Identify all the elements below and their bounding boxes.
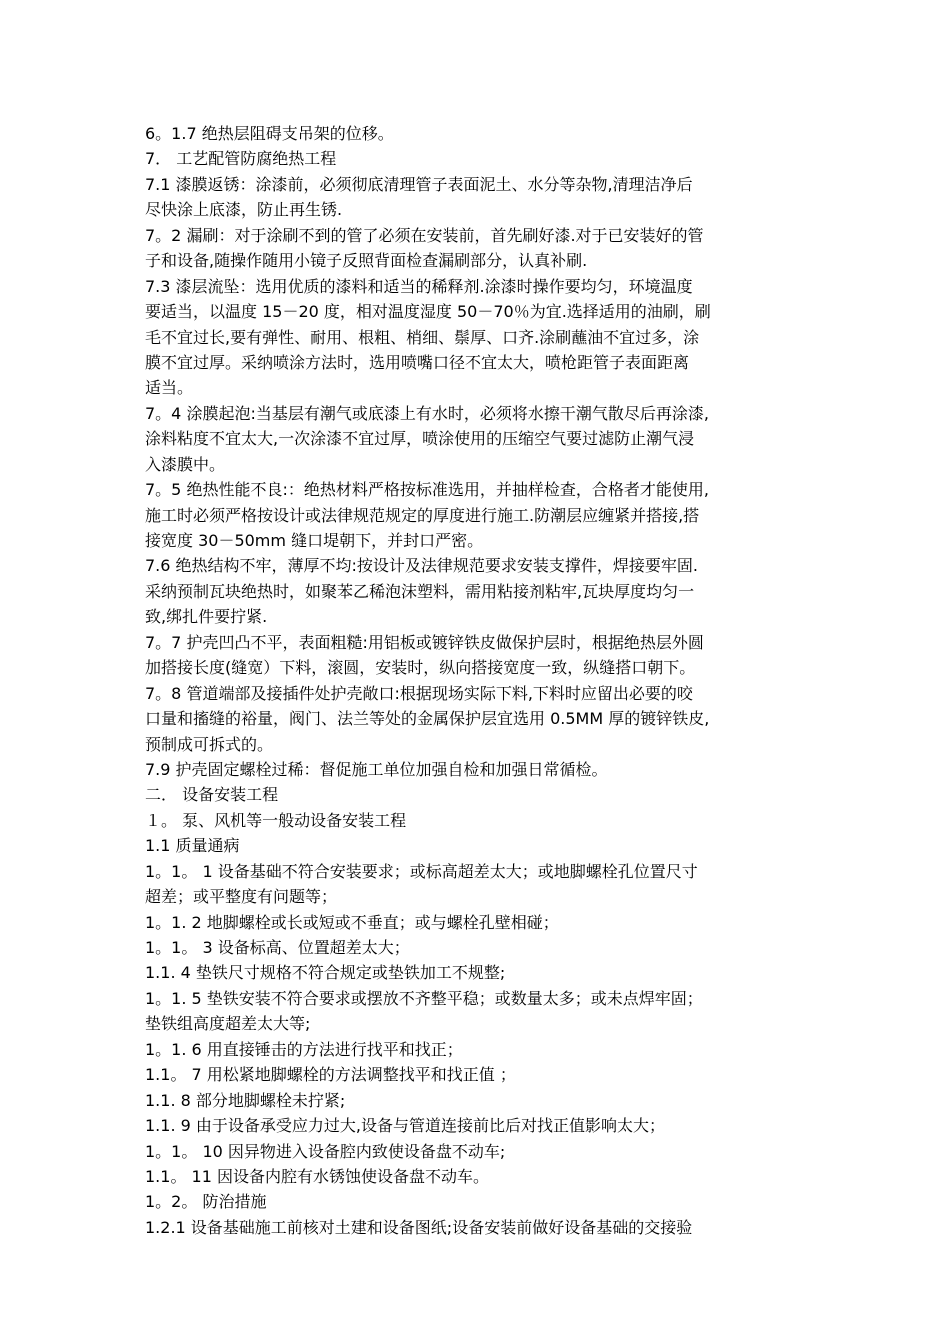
text-line: 1。1. 6 用直接锤击的方法进行找平和找正； [145,1039,463,1059]
text-line: 超差；或平整度有问题等； [145,887,338,907]
text-line: 子和设备,随操作随用小镜子反照背面检查漏刷部分，认真补刷. [145,251,588,271]
text-line: 致,绑扎件要拧紧. [145,607,268,627]
section-heading: 7． 工艺配管防腐绝热工程 [145,149,337,169]
text-line: 口量和搐缝的裕量，阀门、法兰等处的金属保护层宜选用 0.5MM 厚的镀锌铁皮, [145,709,710,729]
text-line: 入漆膜中。 [145,454,226,474]
text-line: 膜不宜过厚。采纳喷涂方法时，选用喷嘴口径不宜太大，喷枪距管子表面距离 [145,352,690,372]
document-body [145,121,825,1240]
section-heading: １。 泵、风机等一般动设备安装工程 [145,810,407,830]
text-line: 1。1。 1 设备基础不符合安装要求；或标高超差太大；或地脚螺栓孔位置尺寸 [145,861,698,881]
text-line: 1。1. 2 地脚螺栓或长或短或不垂直；或与螺栓孔壁相碰； [145,912,559,932]
text-line: 1.1. 9 由于设备承受应力过大,设备与管道连接前比后对找正值影响太大； [145,1116,665,1136]
text-line: 预制成可拆式的。 [145,734,274,754]
text-line: 7。4 涂膜起泡:当基层有潮气或底漆上有水时，必须将水擦干潮气散尽后再涂漆, [145,403,709,423]
text-line: 6。1.7 绝热层阻碍支吊架的位移。 [145,124,394,143]
text-line: 施工时必须严格按设计或法律规范规定的厚度进行施工.防潮层应缠紧并搭接,搭 [145,505,700,525]
text-line: 尽快涂上底漆，防止再生锈. [145,200,343,220]
subsection-heading: 1.1 质量通病 [145,836,240,856]
text-line: 7。5 绝热性能不良:：绝热材料严格按标准选用，并抽样检查，合格者才能使用, [145,480,709,500]
text-line: 垫铁组高度超差太大等; [145,1014,311,1034]
text-line: 1.2.1 设备基础施工前核对土建和设备图纸;设备安装前做好设备基础的交接验 [145,1217,693,1237]
text-line: 1.1. 8 部分地脚螺栓未拧紧; [145,1090,346,1110]
text-line: 7。8 管道端部及接插件处护壳敞口:根据现场实际下料,下料时应留出必要的咬 [145,683,693,703]
text-line: 毛不宜过长,要有弹性、耐用、根粗、梢细、鬃厚、口齐.涂刷蘸油不宜过多，涂 [145,327,700,347]
text-line: 7.9 护壳固定螺栓过稀：督促施工单位加强自检和加强日常循检。 [145,759,608,779]
section-heading: 二． 设备安装工程 [145,785,279,805]
text-line: 采纳预制瓦块绝热时，如聚苯乙稀泡沫塑料，需用粘接剂粘牢,瓦块厚度均匀一 [145,581,695,601]
text-line: 适当。 [145,378,194,398]
text-line: 1.1。 11 因设备内腔有水锈蚀使设备盘不动车。 [145,1166,489,1186]
text-line: 加搭接长度(缝宽）下料，滚圆，安装时，纵向搭接宽度一致，纵缝搭口朝下。 [145,658,696,678]
text-line: 要适当，以温度 15－20 度，相对温度湿度 50－70％为宜.选择适用的油刷，刷 [145,302,711,322]
text-line: 7.1 漆膜返锈：涂漆前，必须彻底清理管子表面泥土、水分等杂物,清理洁净后 [145,174,693,194]
text-line: 1.1。 7 用松紧地脚螺栓的方法调整找平和找正值 ； [145,1065,516,1085]
text-line: 1。1。 10 因异物进入设备腔内致使设备盘不动车; [145,1141,506,1161]
text-line: 涂料粘度不宜太大,一次涂漆不宜过厚，喷涂使用的压缩空气要过滤防止潮气浸 [145,429,695,449]
text-line: 1。1. 5 垫铁安装不符合要求或摆放不齐整平稳；或数量太多；或未点焊牢固； [145,988,703,1008]
text-line: 1。1。 3 设备标高、位置超差太大； [145,938,410,957]
text-line: 7。2 漏刷：对于涂刷不到的管了必须在安装前，首先刷好漆.对于已安装好的管 [145,225,704,245]
text-line: 7.3 漆层流坠：选用优质的漆料和适当的稀释剂.涂漆时操作要均匀，环境温度 [145,276,693,296]
text-line: 7。7 护壳凹凸不平，表面粗糙:用铝板或镀锌铁皮做保护层时，根据绝热层外圆 [145,632,704,652]
text-line: 接宽度 30－50mm 缝口堤朝下，并封口严密。 [145,531,484,550]
text-line: 7.6 绝热结构不牢，薄厚不均:按设计及法律规范要求安装支撑件，焊接要牢固. [145,556,699,576]
text-line: 1.1. 4 垫铁尺寸规格不符合规定或垫铁加工不规整; [145,963,506,983]
subsection-heading: 1。2。 防治措施 [145,1192,267,1212]
